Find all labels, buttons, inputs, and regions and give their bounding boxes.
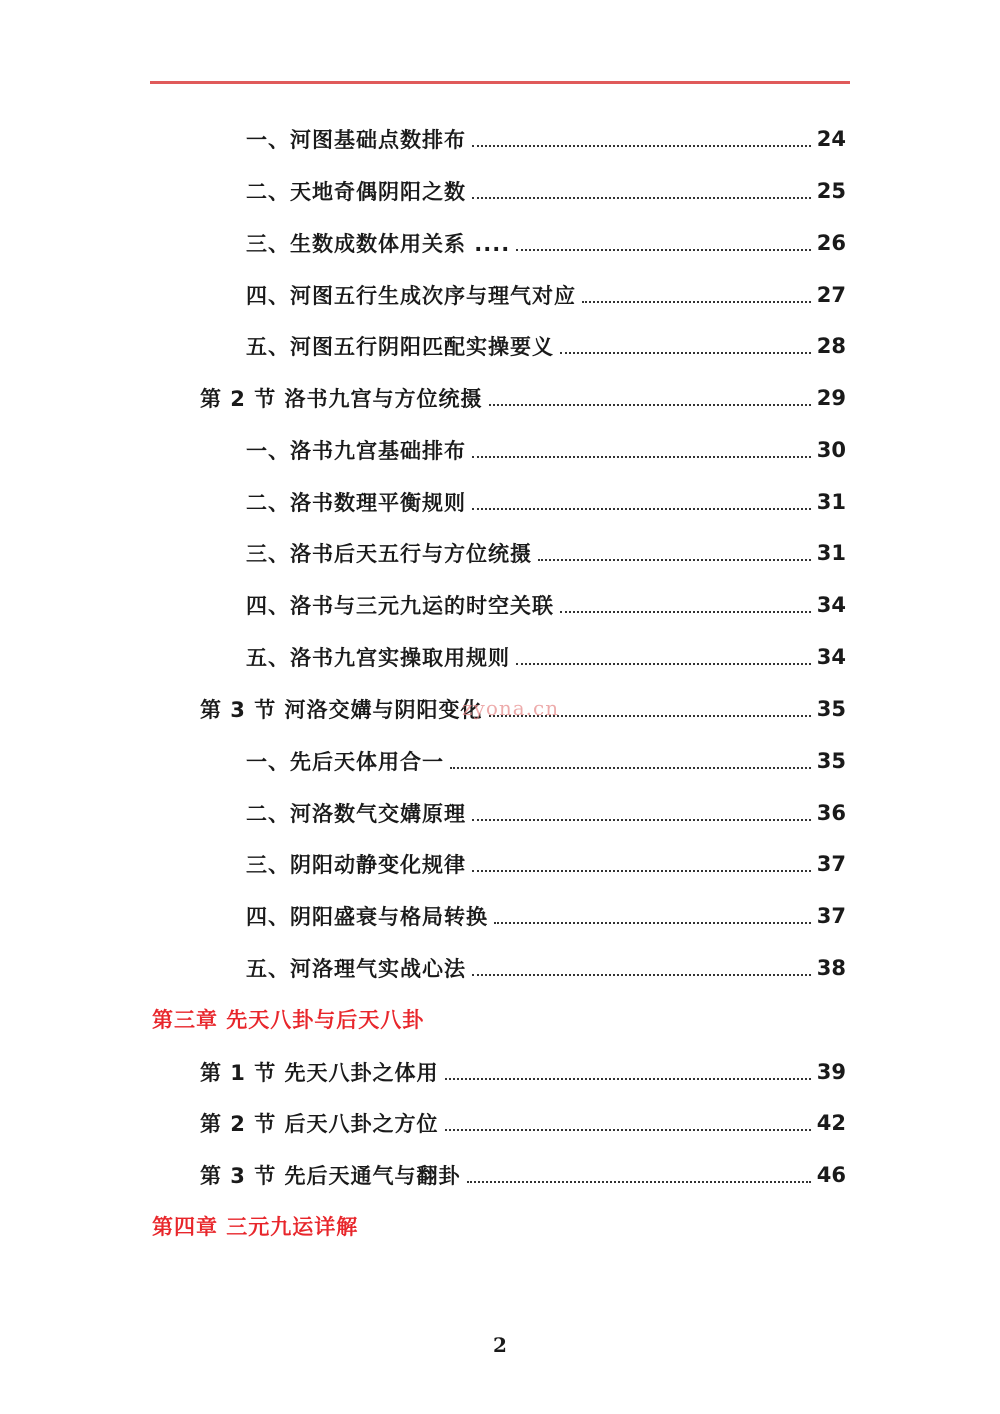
toc-entry[interactable] xyxy=(246,743,846,779)
toc-entry-title: 五、洛书九宫实操取用规则 xyxy=(246,646,510,670)
toc-entry-page: 46 xyxy=(816,1163,846,1187)
toc-entry[interactable] xyxy=(246,535,846,571)
toc-entry-title: 二、河洛数气交媾原理 xyxy=(246,802,466,826)
toc-entry[interactable] xyxy=(246,898,846,934)
leader-dots xyxy=(472,145,811,147)
toc-entry[interactable] xyxy=(246,121,846,157)
leader-dots xyxy=(445,1078,811,1080)
leader-dots xyxy=(472,197,811,199)
leader-dots xyxy=(445,1129,811,1131)
toc-entry-title: 四、洛书与三元九运的时空关联 xyxy=(246,594,554,618)
toc-entry-title: 二、天地奇偶阴阳之数 xyxy=(246,180,466,204)
toc-section-entry[interactable] xyxy=(200,1157,846,1193)
leader-dots xyxy=(467,1181,811,1183)
leader-dots xyxy=(560,352,811,354)
toc-entry-title: 一、洛书九宫基础排布 xyxy=(246,439,466,463)
toc-entry-page: 31 xyxy=(816,541,846,565)
toc-entry[interactable] xyxy=(246,950,846,986)
leader-dots xyxy=(560,611,811,613)
toc-entry[interactable] xyxy=(246,484,846,520)
toc-entry-page: 29 xyxy=(816,386,846,410)
toc-entry-title: 四、阴阳盛衰与格局转换 xyxy=(246,905,488,929)
leader-dots xyxy=(516,663,811,665)
toc-section-entry[interactable] xyxy=(200,1105,846,1141)
toc-entry-page: 34 xyxy=(816,593,846,617)
toc-entry-page: 25 xyxy=(816,179,846,203)
toc-entry-title: 一、先后天体用合一 xyxy=(246,750,444,774)
toc-entry[interactable] xyxy=(246,328,846,364)
leader-dots xyxy=(472,819,811,821)
toc-entry-page: 35 xyxy=(816,697,846,721)
leader-dots xyxy=(582,301,811,303)
leader-dots xyxy=(472,870,811,872)
toc-section-entry[interactable] xyxy=(200,380,846,416)
toc-entry-title: 三、洛书后天五行与方位统摄 xyxy=(246,542,532,566)
toc-entry[interactable] xyxy=(246,795,846,831)
toc-entry-title: 二、洛书数理平衡规则 xyxy=(246,491,466,515)
chapter-heading-3[interactable]: 第三章 先天八卦与后天八卦 xyxy=(152,1008,425,1032)
leader-dots xyxy=(494,922,811,924)
toc-entry-title: 第 2 节 后天八卦之方位 xyxy=(200,1112,439,1136)
toc-entry-page: 38 xyxy=(816,956,846,980)
chapter-heading-4[interactable]: 第四章 三元九运详解 xyxy=(152,1215,359,1239)
toc-entry-title: 第 3 节 先后天通气与翻卦 xyxy=(200,1164,461,1188)
toc-entry-page: 34 xyxy=(816,645,846,669)
toc-entry-title: 五、河洛理气实战心法 xyxy=(246,957,466,981)
toc-entry-title: 一、河图基础点数排布 xyxy=(246,128,466,152)
header-rule xyxy=(150,81,850,84)
toc-section-entry[interactable] xyxy=(200,1054,846,1090)
toc-entry-page: 28 xyxy=(816,334,846,358)
watermark: zyona.cn xyxy=(462,696,560,720)
toc-entry-page: 26 xyxy=(816,231,846,255)
toc-entry-page: 42 xyxy=(816,1111,846,1135)
toc-entry-title: 五、河图五行阴阳匹配实操要义 xyxy=(246,335,554,359)
toc-entry-title: 四、河图五行生成次序与理气对应 xyxy=(246,284,576,308)
toc-entry[interactable] xyxy=(246,587,846,623)
leader-dots xyxy=(516,249,811,251)
toc-entry[interactable] xyxy=(246,639,846,675)
toc-entry-page: 37 xyxy=(816,852,846,876)
leader-dots xyxy=(472,456,811,458)
toc-entry-title: 三、阴阳动静变化规律 xyxy=(246,853,466,877)
toc-entry-title: 三、生数成数体用关系 .... xyxy=(246,232,511,256)
leader-dots xyxy=(472,974,811,976)
toc-entry-page: 37 xyxy=(816,904,846,928)
toc-entry[interactable] xyxy=(246,846,846,882)
toc-entry-page: 35 xyxy=(816,749,846,773)
toc-entry-page: 24 xyxy=(816,127,846,151)
toc-entry[interactable] xyxy=(246,173,846,209)
toc-entry-title: 第 2 节 洛书九宫与方位统摄 xyxy=(200,387,483,411)
leader-dots xyxy=(538,559,811,561)
toc-entry[interactable] xyxy=(246,277,846,313)
toc-entry[interactable] xyxy=(246,432,846,468)
toc-entry-title: 第 3 节 河洛交媾与阴阳变化 xyxy=(200,698,483,722)
toc-entry-page: 31 xyxy=(816,490,846,514)
toc-entry[interactable] xyxy=(246,225,846,261)
leader-dots xyxy=(489,404,811,406)
toc-entry-title: 第 1 节 先天八卦之体用 xyxy=(200,1061,439,1085)
toc-entry-page: 36 xyxy=(816,801,846,825)
leader-dots xyxy=(450,767,811,769)
toc-entry-page: 27 xyxy=(816,283,846,307)
toc-entry-page: 39 xyxy=(816,1060,846,1084)
toc-entry-page: 30 xyxy=(816,438,846,462)
page-number: 2 xyxy=(493,1333,507,1357)
leader-dots xyxy=(472,508,811,510)
